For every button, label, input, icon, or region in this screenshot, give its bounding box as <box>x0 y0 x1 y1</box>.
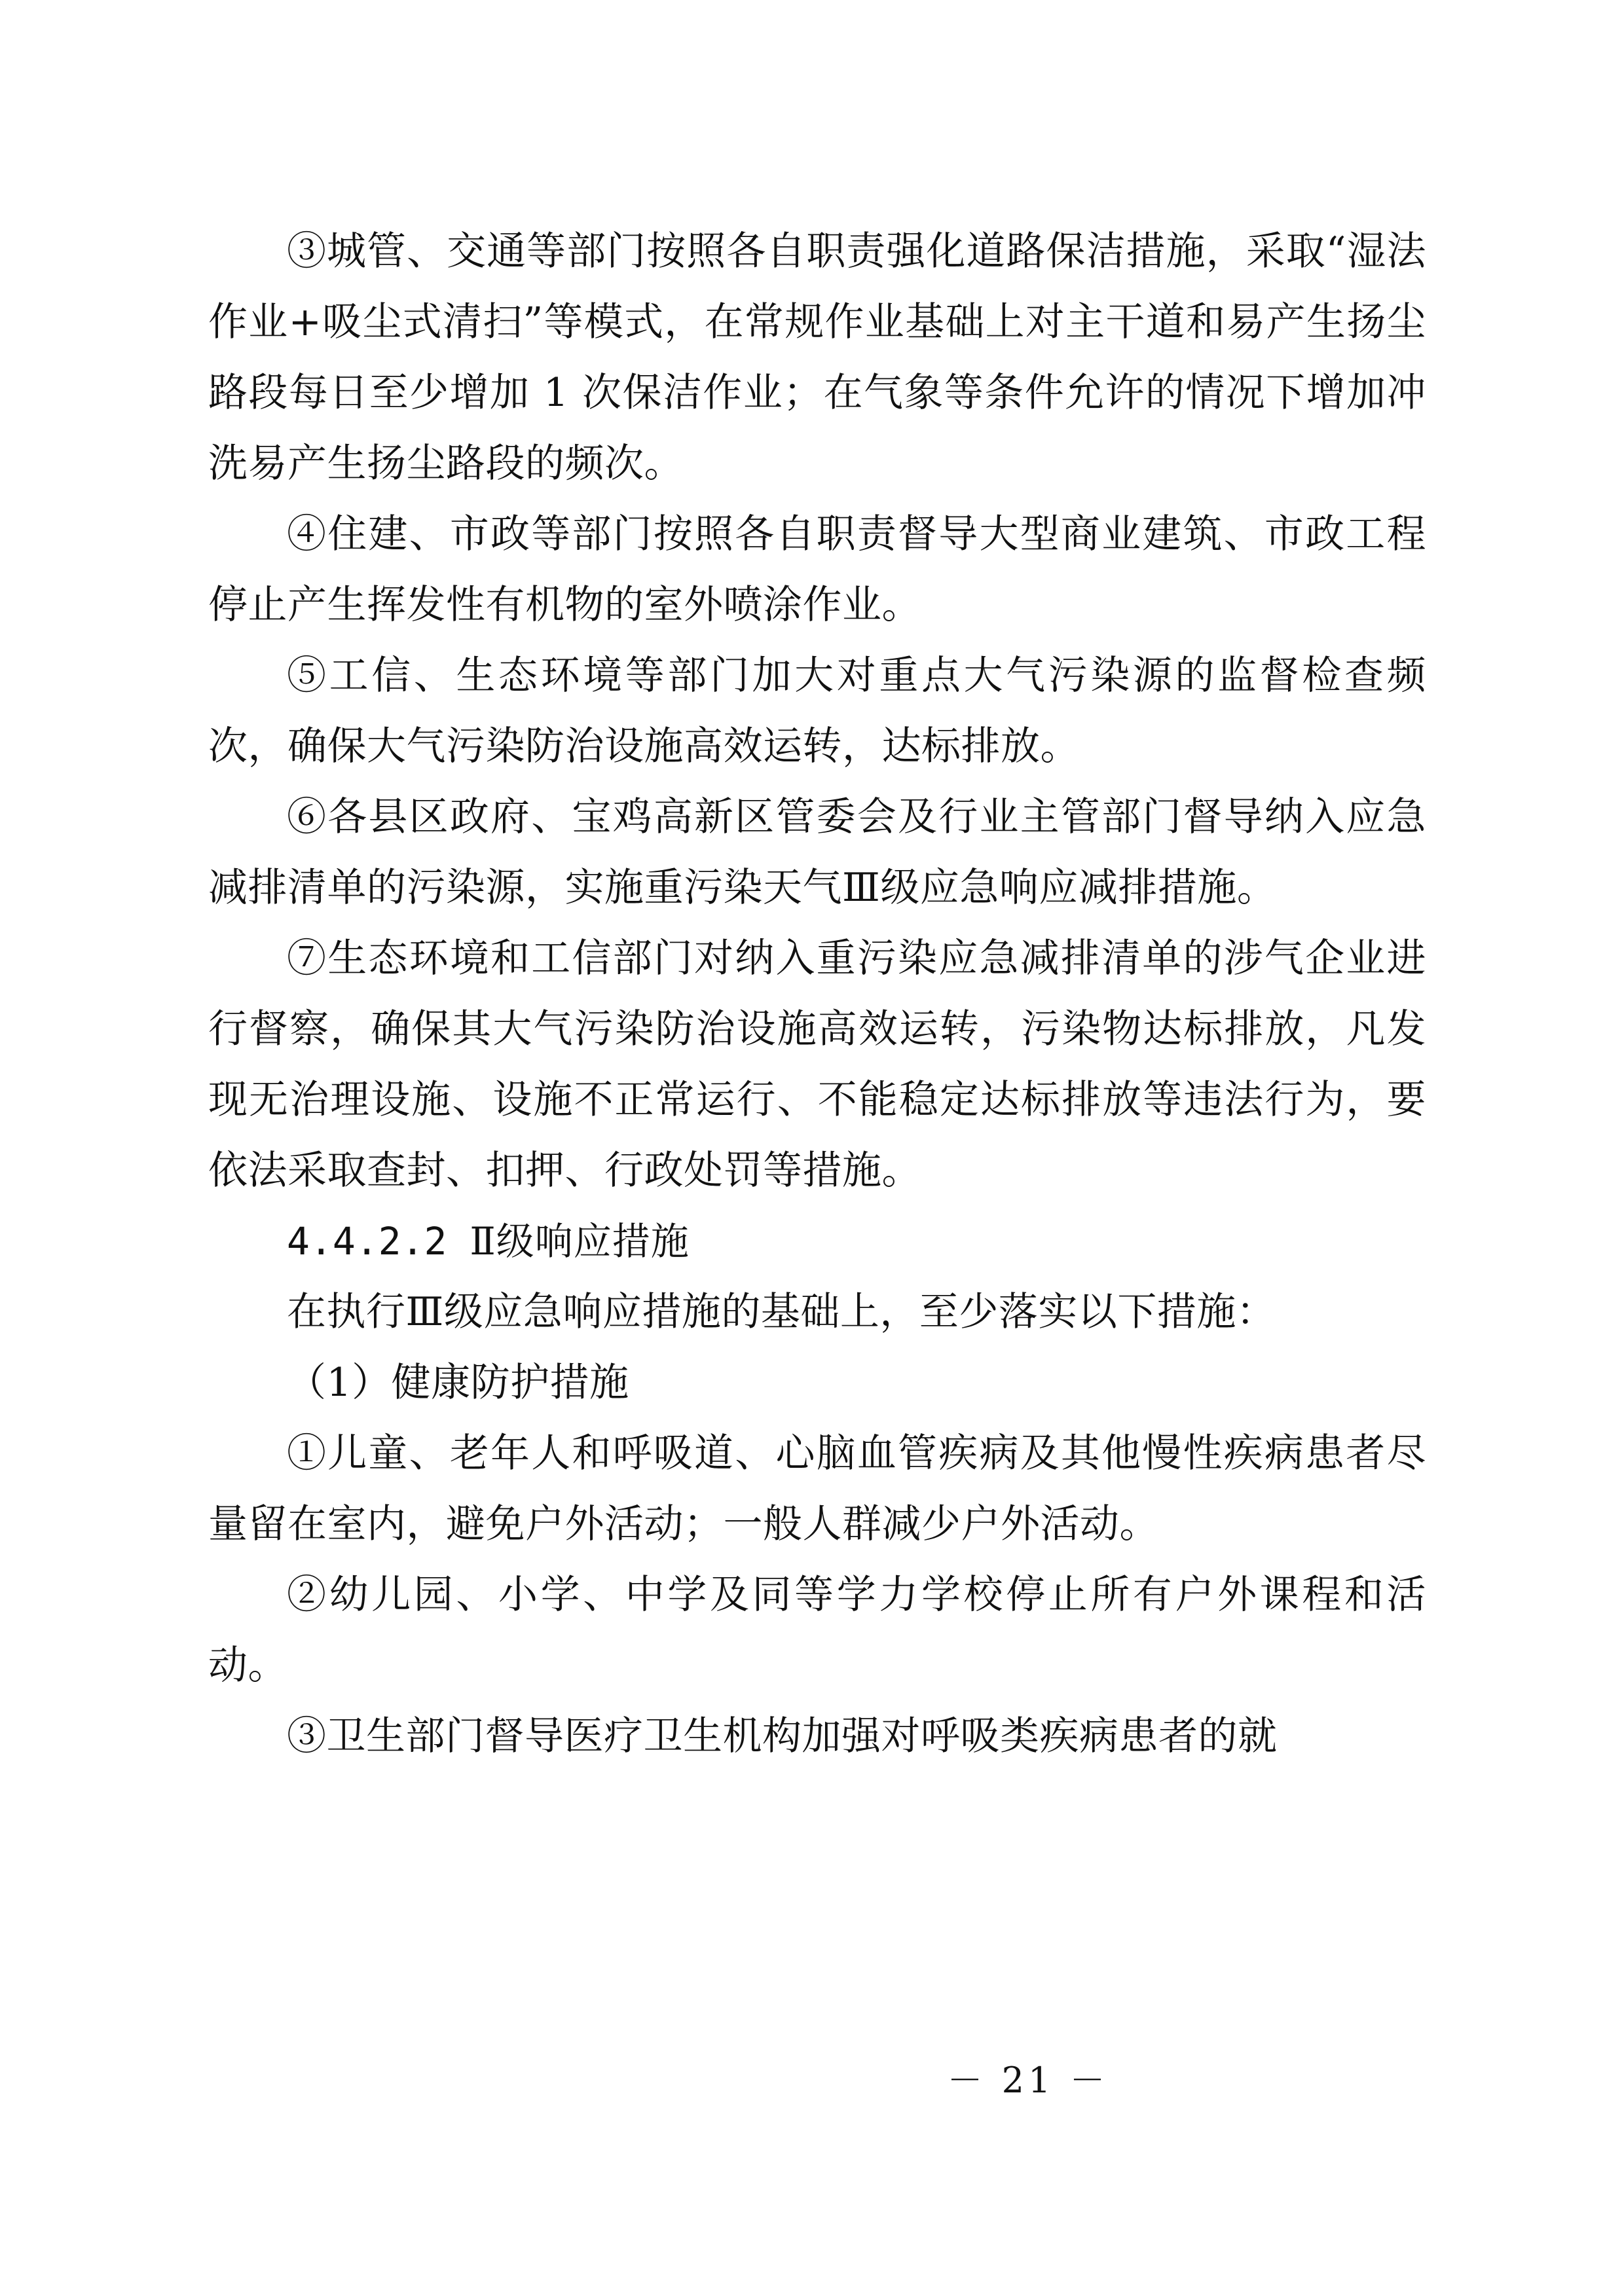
page-footer <box>0 2052 1624 2103</box>
paragraph-item-c: ③卫生部门督导医疗卫生机构加强对呼吸类疾病患者的就 <box>287 1713 1278 1759</box>
paragraph-item-5: ⑤工信、生态环境等部门加大对重点大气污染源的监督检查频次，确保大气污染防治设施高效运转，达标排放。 <box>208 653 1426 769</box>
paragraph-item-3: ③城管、交通等部门按照各自职责强化道路保洁措施，采取“湿法作业+吸尘式清扫”等模式，在常规作业基础上对主干道和易产生扬尘路段每日至少增加 1 次保洁作业；在气象等条件允许的情况下增加冲洗易产生扬尘路段的频次。 <box>208 228 1426 486</box>
section-heading <box>208 1206 1426 1277</box>
paragraph-item-a: ①儿童、老年人和呼吸道、心脑血管疾病及其他慢性疾病患者尽量留在室内，避免户外活动；一般人群减少户外活动。 <box>208 1430 1426 1547</box>
page-number: － 21 － <box>947 2060 1109 2101</box>
paragraph-subtitle-1: （1）健康防护措施 <box>287 1360 629 1406</box>
paragraph-basis: 在执行Ⅲ级应急响应措施的基础上，至少落实以下措施： <box>287 1289 1276 1335</box>
section-heading-title: Ⅱ级响应措施 <box>470 1219 690 1264</box>
paragraph-item-6: ⑥各县区政府、宝鸡高新区管委会及行业主管部门督导纳入应急减排清单的污染源，实施重污染天气Ⅲ级应急响应减排措施。 <box>208 794 1426 911</box>
paragraph-item-7: ⑦生态环境和工信部门对纳入重污染应急减排清单的涉气企业进行督察，确保其大气污染防治设施高效运转，污染物达标排放，凡发现无治理设施、设施不正常运行、不能稳定达标排放等违法行为，要依法采取查封、扣押、行政处罚等措施。 <box>208 936 1426 1194</box>
paragraph-item-4: ④住建、市政等部门按照各自职责督导大型商业建筑、市政工程停止产生挥发性有机物的室外喷涂作业。 <box>208 511 1426 628</box>
page-body <box>208 216 1426 1772</box>
paragraph-item-b: ②幼儿园、小学、中学及同等学力学校停止所有户外课程和活动。 <box>208 1572 1426 1688</box>
section-heading-number: 4.4.2.2 <box>287 1219 447 1264</box>
